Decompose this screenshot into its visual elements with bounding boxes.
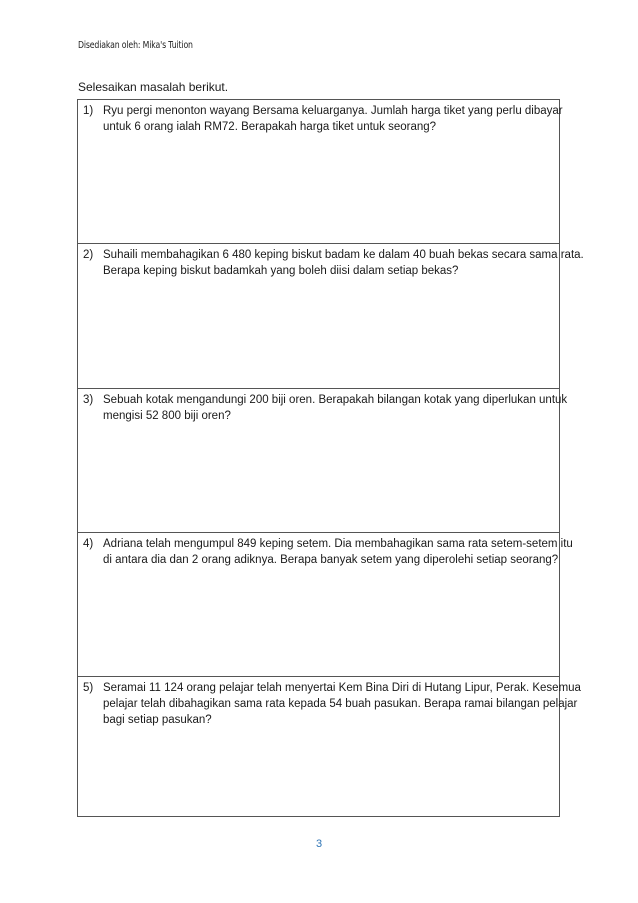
question-line: di antara dia dan 2 orang adiknya. Berapa banyak setem yang diperolehi setiap seorang?: [103, 554, 559, 566]
question-row-2: [78, 244, 584, 389]
question-number: 2): [83, 249, 94, 261]
question-line: pelajar telah dibahagikan sama rata kepada 54 buah pasukan. Berapa ramai bilangan pelajar: [103, 698, 578, 710]
question-line: bagi setiap pasukan?: [103, 714, 212, 726]
question-number: 1): [83, 105, 94, 117]
page-number: 3: [315, 838, 323, 850]
question-line: Adriana telah mengumpul 849 keping setem. Dia membahagikan sama rata setem-setem itu: [103, 538, 573, 550]
instruction-text: Selesaikan masalah berikut.: [78, 80, 229, 94]
question-line: Berapa keping biskut badamkah yang boleh diisi dalam setiap bekas?: [103, 265, 459, 277]
question-line: mengisi 52 800 biji oren?: [103, 410, 231, 422]
questions-table: [77, 99, 584, 817]
prepared-by-header: Disediakan oleh: Mika's Tuition: [78, 40, 193, 51]
question-row-3: [78, 389, 568, 533]
question-text: [103, 392, 568, 424]
question-text: [103, 680, 581, 728]
question-row-1: [78, 100, 563, 244]
question-text: [103, 536, 573, 568]
question-line: Seramai 11 124 orang pelajar telah menyertai Kem Bina Diri di Hutang Lipur, Perak. Kesemua: [103, 682, 581, 694]
question-text: [103, 247, 584, 279]
question-number: 4): [83, 538, 94, 550]
question-text: [103, 103, 563, 135]
question-number: 3): [83, 394, 94, 406]
question-row-5: [78, 677, 581, 816]
question-number: 5): [83, 682, 94, 694]
question-line: Suhaili membahagikan 6 480 keping biskut badam ke dalam 40 buah bekas secara sama rata.: [103, 249, 584, 261]
question-row-4: [78, 533, 573, 677]
question-line: untuk 6 orang ialah RM72. Berapakah harga tiket untuk seorang?: [103, 121, 437, 133]
question-line: Sebuah kotak mengandungi 200 biji oren. Berapakah bilangan kotak yang diperlukan untuk: [103, 394, 568, 406]
question-line: Ryu pergi menonton wayang Bersama keluarganya. Jumlah harga tiket yang perlu dibayar: [103, 105, 563, 117]
